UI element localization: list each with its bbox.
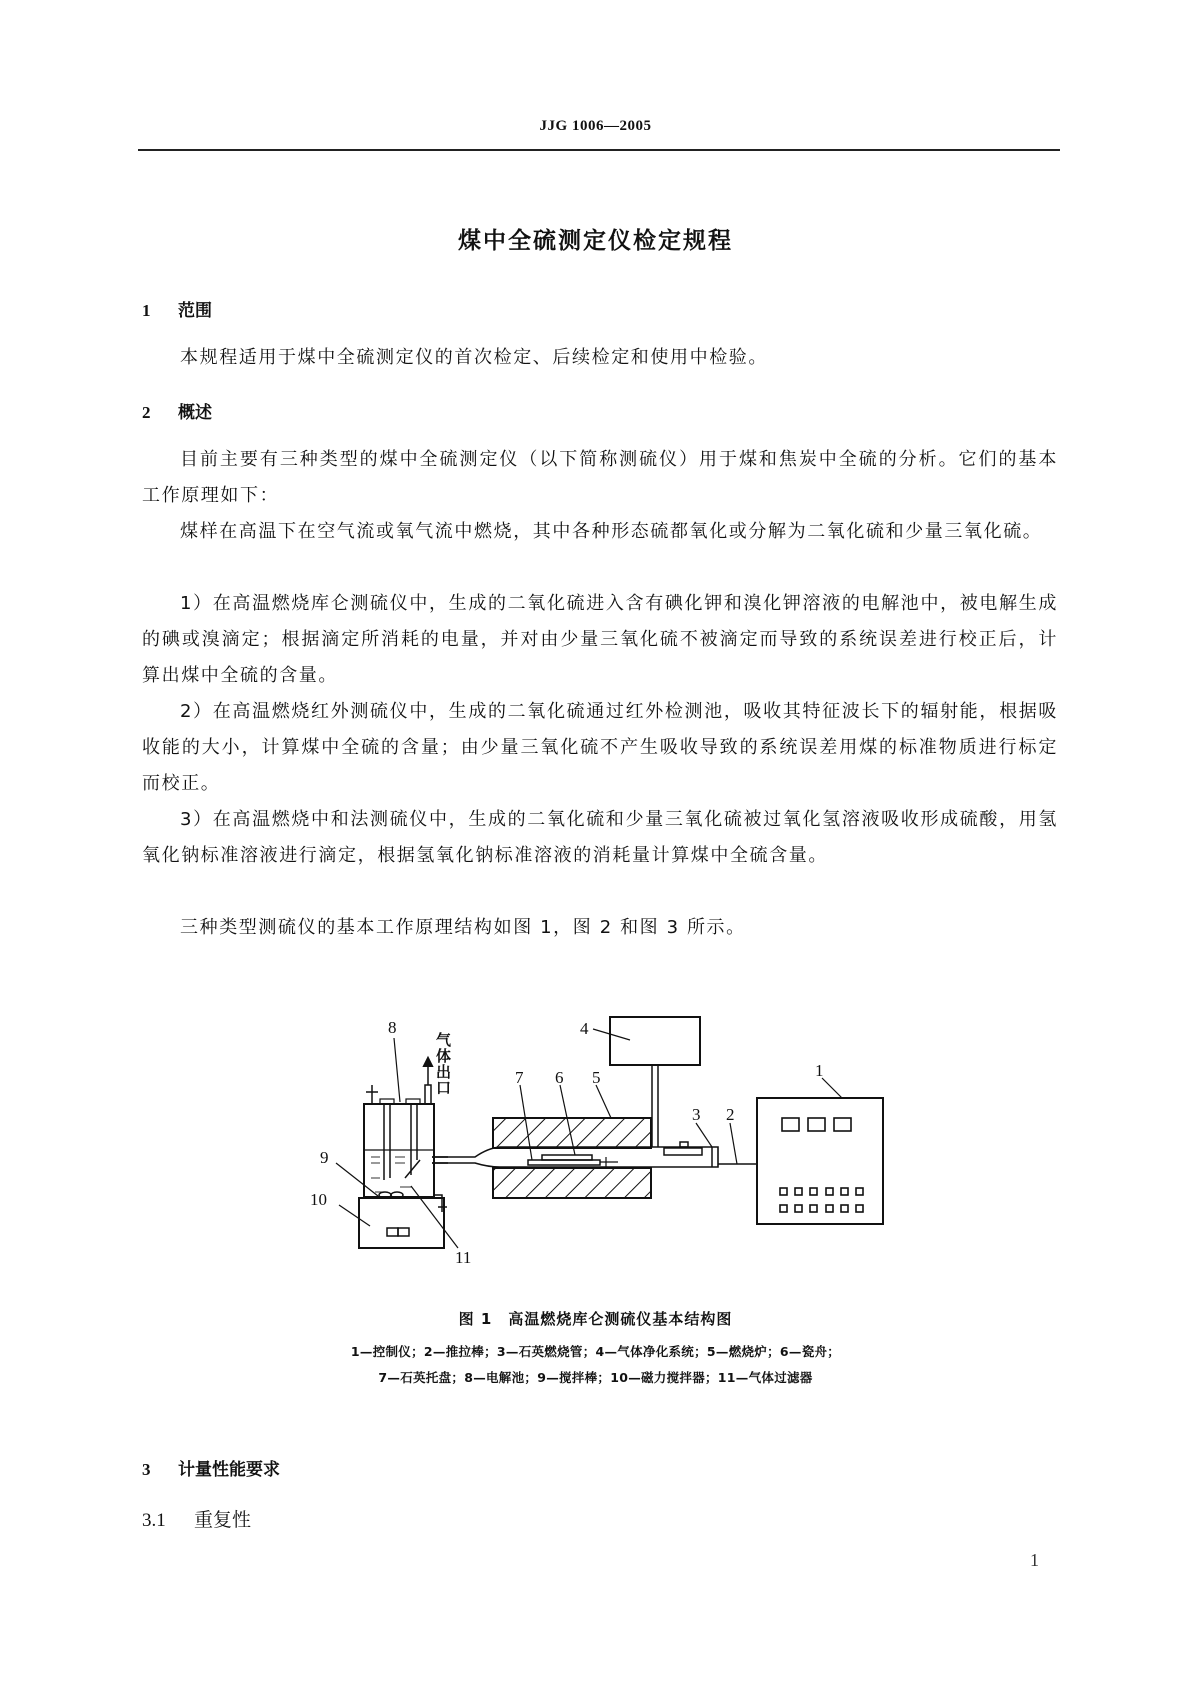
magnetic-stirrer-icon xyxy=(359,1198,444,1248)
section-2-heading xyxy=(142,398,212,423)
section-2-paragraph-figures-ref: 三种类型测硫仪的基本工作原理结构如图 1，图 2 和图 3 所示。 xyxy=(180,917,746,938)
combustion-furnace-icon xyxy=(493,1118,651,1198)
label-7: 7 xyxy=(515,1068,524,1087)
subsection-3-1-heading xyxy=(142,1505,251,1532)
label-5: 5 xyxy=(592,1068,601,1087)
section-3-heading xyxy=(142,1455,280,1480)
label-8: 8 xyxy=(388,1018,397,1037)
section-number: 2 xyxy=(142,403,151,422)
section-title: 计量性能要求 xyxy=(178,1460,280,1480)
figure-1-caption: 图 1 高温燃烧库仑测硫仪基本结构图 xyxy=(458,1310,733,1328)
figure-1-legend-line-2: 7—石英托盘；8—电解池；9—搅拌棒；10—磁力搅拌器；11—气体过滤器 xyxy=(378,1370,813,1385)
label-2: 2 xyxy=(726,1105,735,1124)
gas-outlet-arrow-icon xyxy=(424,1058,432,1085)
section-number: 1 xyxy=(142,301,151,320)
porcelain-boat-icon xyxy=(528,1155,618,1167)
subsection-title: 重复性 xyxy=(194,1509,252,1531)
label-1: 1 xyxy=(815,1061,824,1080)
electrolytic-cell-icon xyxy=(364,1085,448,1212)
document-title: 煤中全硫测定仪检定规程 xyxy=(458,228,733,254)
controller-icon xyxy=(757,1098,883,1224)
section-title: 概述 xyxy=(178,403,212,423)
subsection-number: 3.1 xyxy=(142,1510,166,1531)
section-1-heading xyxy=(142,296,212,321)
gas-outlet-label: 气体出口 xyxy=(436,1033,452,1097)
section-2-paragraph-principle: 煤样在高温下在空气流或氧气流中燃烧，其中各种形态硫都氧化或分解为二氧化硫和少量三氧化硫。 xyxy=(180,521,1043,542)
figure-1-legend-line-1: 1—控制仪；2—推拉棒；3—石英燃烧管；4—气体净化系统；5—燃烧炉；6—瓷舟； xyxy=(350,1344,841,1359)
figure-1-diagram xyxy=(300,1010,920,1280)
label-9: 9 xyxy=(320,1148,329,1167)
standard-code-header: JJG 1006—2005 xyxy=(539,118,652,134)
header-divider xyxy=(138,149,1060,151)
section-title: 范围 xyxy=(178,301,212,321)
section-2-paragraph-infrared: 2）在高温燃烧红外测硫仪中，生成的二氧化硫通过红外检测池，吸收其特征波长下的辐射能，根据吸收能的大小，计算煤中全硫的含量；由少量三氧化硫不产生吸收导致的系统误差用煤的标准物质进行标定而校正。 xyxy=(142,701,1058,794)
page-number: 1 xyxy=(1030,1550,1039,1570)
section-1-paragraph: 本规程适用于煤中全硫测定仪的首次检定、后续检定和使用中检验。 xyxy=(180,347,768,368)
label-3: 3 xyxy=(692,1105,701,1124)
section-2-paragraph-neutralization: 3）在高温燃烧中和法测硫仪中，生成的二氧化硫和少量三氧化硫被过氧化氢溶液吸收形成硫酸，用氢氧化钠标准溶液进行滴定，根据氢氧化钠标准溶液的消耗量计算煤中全硫含量。 xyxy=(142,809,1058,866)
label-11: 11 xyxy=(455,1248,472,1267)
section-2-paragraph-coulometric: 1）在高温燃烧库仑测硫仪中，生成的二氧化硫进入含有碘化钾和溴化钾溶液的电解池中，被电解生成的碘或溴滴定；根据滴定所消耗的电量，并对由少量三氧化硫不被滴定而导致的系统误差进行校正后，计算出煤中全硫的含量。 xyxy=(142,593,1058,686)
label-6: 6 xyxy=(555,1068,564,1087)
section-2-paragraph-intro: 目前主要有三种类型的煤中全硫测定仪（以下简称测硫仪）用于煤和焦炭中全硫的分析。它们的基本工作原理如下： xyxy=(142,449,1058,506)
section-number: 3 xyxy=(142,1460,151,1479)
label-4: 4 xyxy=(580,1019,589,1038)
label-10: 10 xyxy=(310,1190,327,1209)
